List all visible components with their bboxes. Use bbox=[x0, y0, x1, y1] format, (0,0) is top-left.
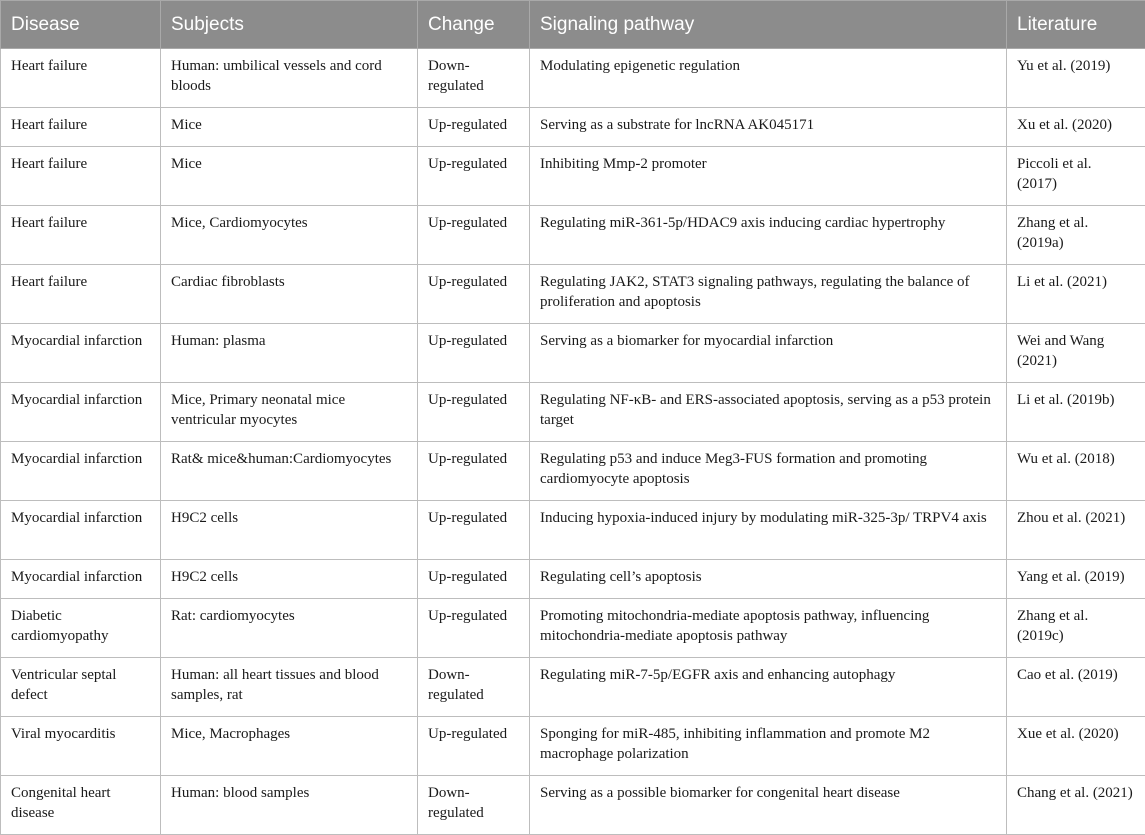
cell-change: Up-regulated bbox=[418, 206, 530, 265]
table-row bbox=[1, 560, 1145, 599]
cell-change: Up-regulated bbox=[418, 108, 530, 147]
cell-literature: Chang et al. (2021) bbox=[1007, 776, 1145, 835]
cell-pathway: Modulating epigenetic regulation bbox=[530, 49, 1007, 108]
cell-subjects: Human: plasma bbox=[161, 324, 418, 383]
cell-pathway: Serving as a possible biomarker for congenital heart disease bbox=[530, 776, 1007, 835]
cell-disease: Ventricular septal defect bbox=[1, 658, 161, 717]
cell-subjects: Human: all heart tissues and blood samples, rat bbox=[161, 658, 418, 717]
cell-disease: Congenital heart disease bbox=[1, 776, 161, 835]
cell-literature: Xue et al. (2020) bbox=[1007, 717, 1145, 776]
cell-literature: Wei and Wang (2021) bbox=[1007, 324, 1145, 383]
cell-subjects: Mice, Primary neonatal mice ventricular myocytes bbox=[161, 383, 418, 442]
cell-disease: Myocardial infarction bbox=[1, 324, 161, 383]
cell-pathway: Promoting mitochondria-mediate apoptosis pathway, influencing mitochondria-mediate apoptosis pathway bbox=[530, 599, 1007, 658]
cell-pathway: Serving as a biomarker for myocardial infarction bbox=[530, 324, 1007, 383]
cell-literature: Zhang et al. (2019c) bbox=[1007, 599, 1145, 658]
cell-subjects: Mice, Cardiomyocytes bbox=[161, 206, 418, 265]
cell-literature: Yu et al. (2019) bbox=[1007, 49, 1145, 108]
cell-subjects: Mice, Macrophages bbox=[161, 717, 418, 776]
table-row bbox=[1, 265, 1145, 324]
table-row bbox=[1, 383, 1145, 442]
table-row bbox=[1, 324, 1145, 383]
cell-subjects: H9C2 cells bbox=[161, 501, 418, 560]
cell-disease: Myocardial infarction bbox=[1, 560, 161, 599]
cell-pathway: Regulating JAK2, STAT3 signaling pathways, regulating the balance of proliferation and apoptosis bbox=[530, 265, 1007, 324]
cell-disease: Myocardial infarction bbox=[1, 501, 161, 560]
header-signaling-pathway: Signaling pathway bbox=[530, 1, 1007, 49]
cell-pathway: Inducing hypoxia-induced injury by modulating miR-325-3p/ TRPV4 axis bbox=[530, 501, 1007, 560]
cell-literature: Li et al. (2021) bbox=[1007, 265, 1145, 324]
header-literature: Literature bbox=[1007, 1, 1145, 49]
table-row bbox=[1, 49, 1145, 108]
cell-disease: Heart failure bbox=[1, 206, 161, 265]
cell-change: Up-regulated bbox=[418, 324, 530, 383]
cell-disease: Myocardial infarction bbox=[1, 383, 161, 442]
cell-disease: Heart failure bbox=[1, 265, 161, 324]
cell-change: Down-regulated bbox=[418, 776, 530, 835]
table-row bbox=[1, 658, 1145, 717]
cell-literature: Zhang et al. (2019a) bbox=[1007, 206, 1145, 265]
cell-literature: Wu et al. (2018) bbox=[1007, 442, 1145, 501]
cell-pathway: Sponging for miR-485, inhibiting inflammation and promote M2 macrophage polarization bbox=[530, 717, 1007, 776]
cell-change: Up-regulated bbox=[418, 560, 530, 599]
table-row bbox=[1, 717, 1145, 776]
cell-subjects: Human: blood samples bbox=[161, 776, 418, 835]
cell-disease: Diabetic cardiomyopathy bbox=[1, 599, 161, 658]
cell-subjects: Mice bbox=[161, 108, 418, 147]
cell-disease: Heart failure bbox=[1, 108, 161, 147]
cell-subjects: Cardiac fibroblasts bbox=[161, 265, 418, 324]
table-row bbox=[1, 501, 1145, 560]
table-row bbox=[1, 599, 1145, 658]
cell-change: Down-regulated bbox=[418, 658, 530, 717]
cell-disease: Heart failure bbox=[1, 147, 161, 206]
cell-literature: Cao et al. (2019) bbox=[1007, 658, 1145, 717]
cell-pathway: Inhibiting Mmp-2 promoter bbox=[530, 147, 1007, 206]
cell-disease: Heart failure bbox=[1, 49, 161, 108]
cell-subjects: H9C2 cells bbox=[161, 560, 418, 599]
table-row bbox=[1, 776, 1145, 835]
table-row bbox=[1, 206, 1145, 265]
cell-disease: Myocardial infarction bbox=[1, 442, 161, 501]
table-row bbox=[1, 442, 1145, 501]
cell-change: Up-regulated bbox=[418, 501, 530, 560]
cell-subjects: Mice bbox=[161, 147, 418, 206]
cell-literature: Li et al. (2019b) bbox=[1007, 383, 1145, 442]
cell-literature: Zhou et al. (2021) bbox=[1007, 501, 1145, 560]
table-row bbox=[1, 147, 1145, 206]
cell-change: Up-regulated bbox=[418, 717, 530, 776]
cell-subjects: Rat: cardiomyocytes bbox=[161, 599, 418, 658]
cell-literature: Yang et al. (2019) bbox=[1007, 560, 1145, 599]
cell-literature: Xu et al. (2020) bbox=[1007, 108, 1145, 147]
cell-change: Up-regulated bbox=[418, 599, 530, 658]
cell-pathway: Regulating cell’s apoptosis bbox=[530, 560, 1007, 599]
cell-pathway: Regulating p53 and induce Meg3-FUS formation and promoting cardiomyocyte apoptosis bbox=[530, 442, 1007, 501]
cell-subjects: Human: umbilical vessels and cord bloods bbox=[161, 49, 418, 108]
cell-disease: Viral myocarditis bbox=[1, 717, 161, 776]
cell-change: Up-regulated bbox=[418, 442, 530, 501]
header-change: Change bbox=[418, 1, 530, 49]
cell-change: Up-regulated bbox=[418, 383, 530, 442]
cell-change: Down-regulated bbox=[418, 49, 530, 108]
header-subjects: Subjects bbox=[161, 1, 418, 49]
cell-pathway: Regulating miR-7-5p/EGFR axis and enhancing autophagy bbox=[530, 658, 1007, 717]
cell-change: Up-regulated bbox=[418, 265, 530, 324]
cell-literature: Piccoli et al. (2017) bbox=[1007, 147, 1145, 206]
cell-pathway: Regulating miR-361-5p/HDAC9 axis inducing cardiac hypertrophy bbox=[530, 206, 1007, 265]
table-row bbox=[1, 108, 1145, 147]
cell-change: Up-regulated bbox=[418, 147, 530, 206]
cell-pathway: Serving as a substrate for lncRNA AK045171 bbox=[530, 108, 1007, 147]
cell-pathway: Regulating NF-κB- and ERS-associated apoptosis, serving as a p53 protein target bbox=[530, 383, 1007, 442]
header-disease: Disease bbox=[1, 1, 161, 49]
cell-subjects: Rat& mice&human:Cardiomyocytes bbox=[161, 442, 418, 501]
header-row bbox=[1, 1, 1145, 49]
